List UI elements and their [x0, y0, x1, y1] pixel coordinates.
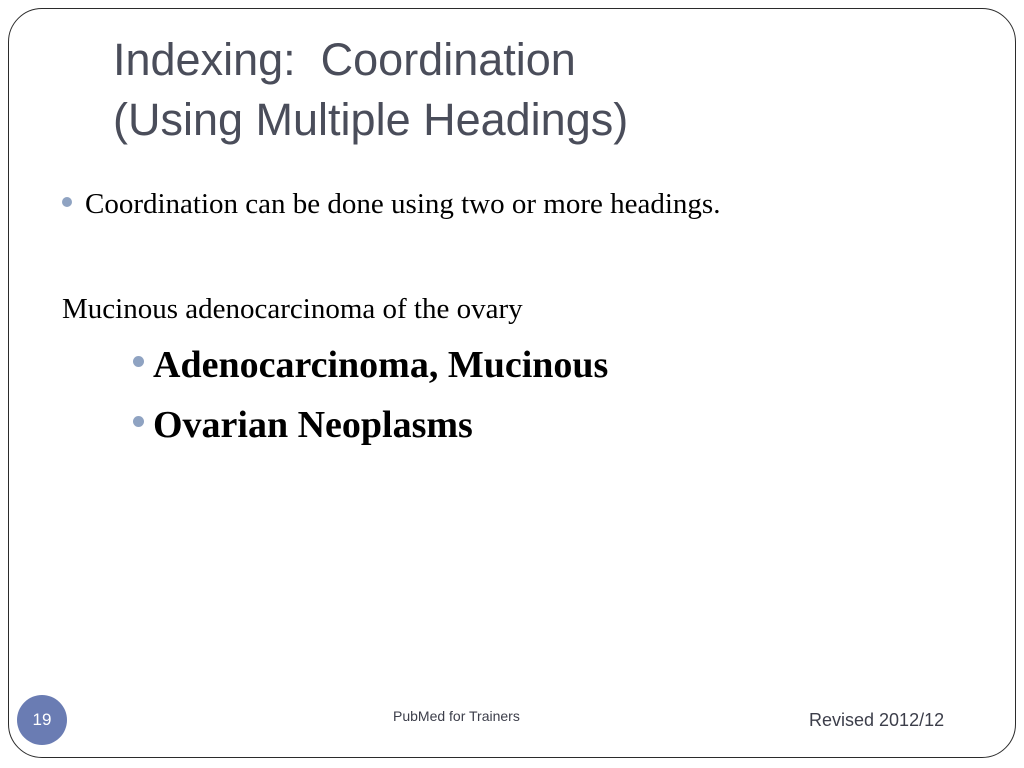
slide-title: [113, 30, 628, 150]
footer-center-text: PubMed for Trainers: [393, 708, 520, 724]
bullet-text: Coordination can be done using two or more headings.: [85, 188, 721, 220]
subheading: Mucinous adenocarcinoma of the ovary: [62, 293, 523, 325]
title-line-1: Indexing: Coordination: [113, 34, 576, 85]
heading-item: [133, 403, 473, 447]
page-number-badge: 19: [17, 695, 67, 745]
heading-text: Adenocarcinoma, Mucinous: [153, 344, 609, 386]
bullet-dot-icon: [62, 197, 72, 207]
bullet-item: [62, 188, 720, 221]
footer-revision-text: Revised 2012/12: [809, 710, 945, 730]
title-line-2: (Using Multiple Headings): [113, 94, 629, 145]
heading-item: [133, 343, 608, 387]
bullet-dot-icon: [133, 356, 144, 367]
bullet-dot-icon: [133, 416, 144, 427]
heading-text: Ovarian Neoplasms: [153, 404, 473, 446]
